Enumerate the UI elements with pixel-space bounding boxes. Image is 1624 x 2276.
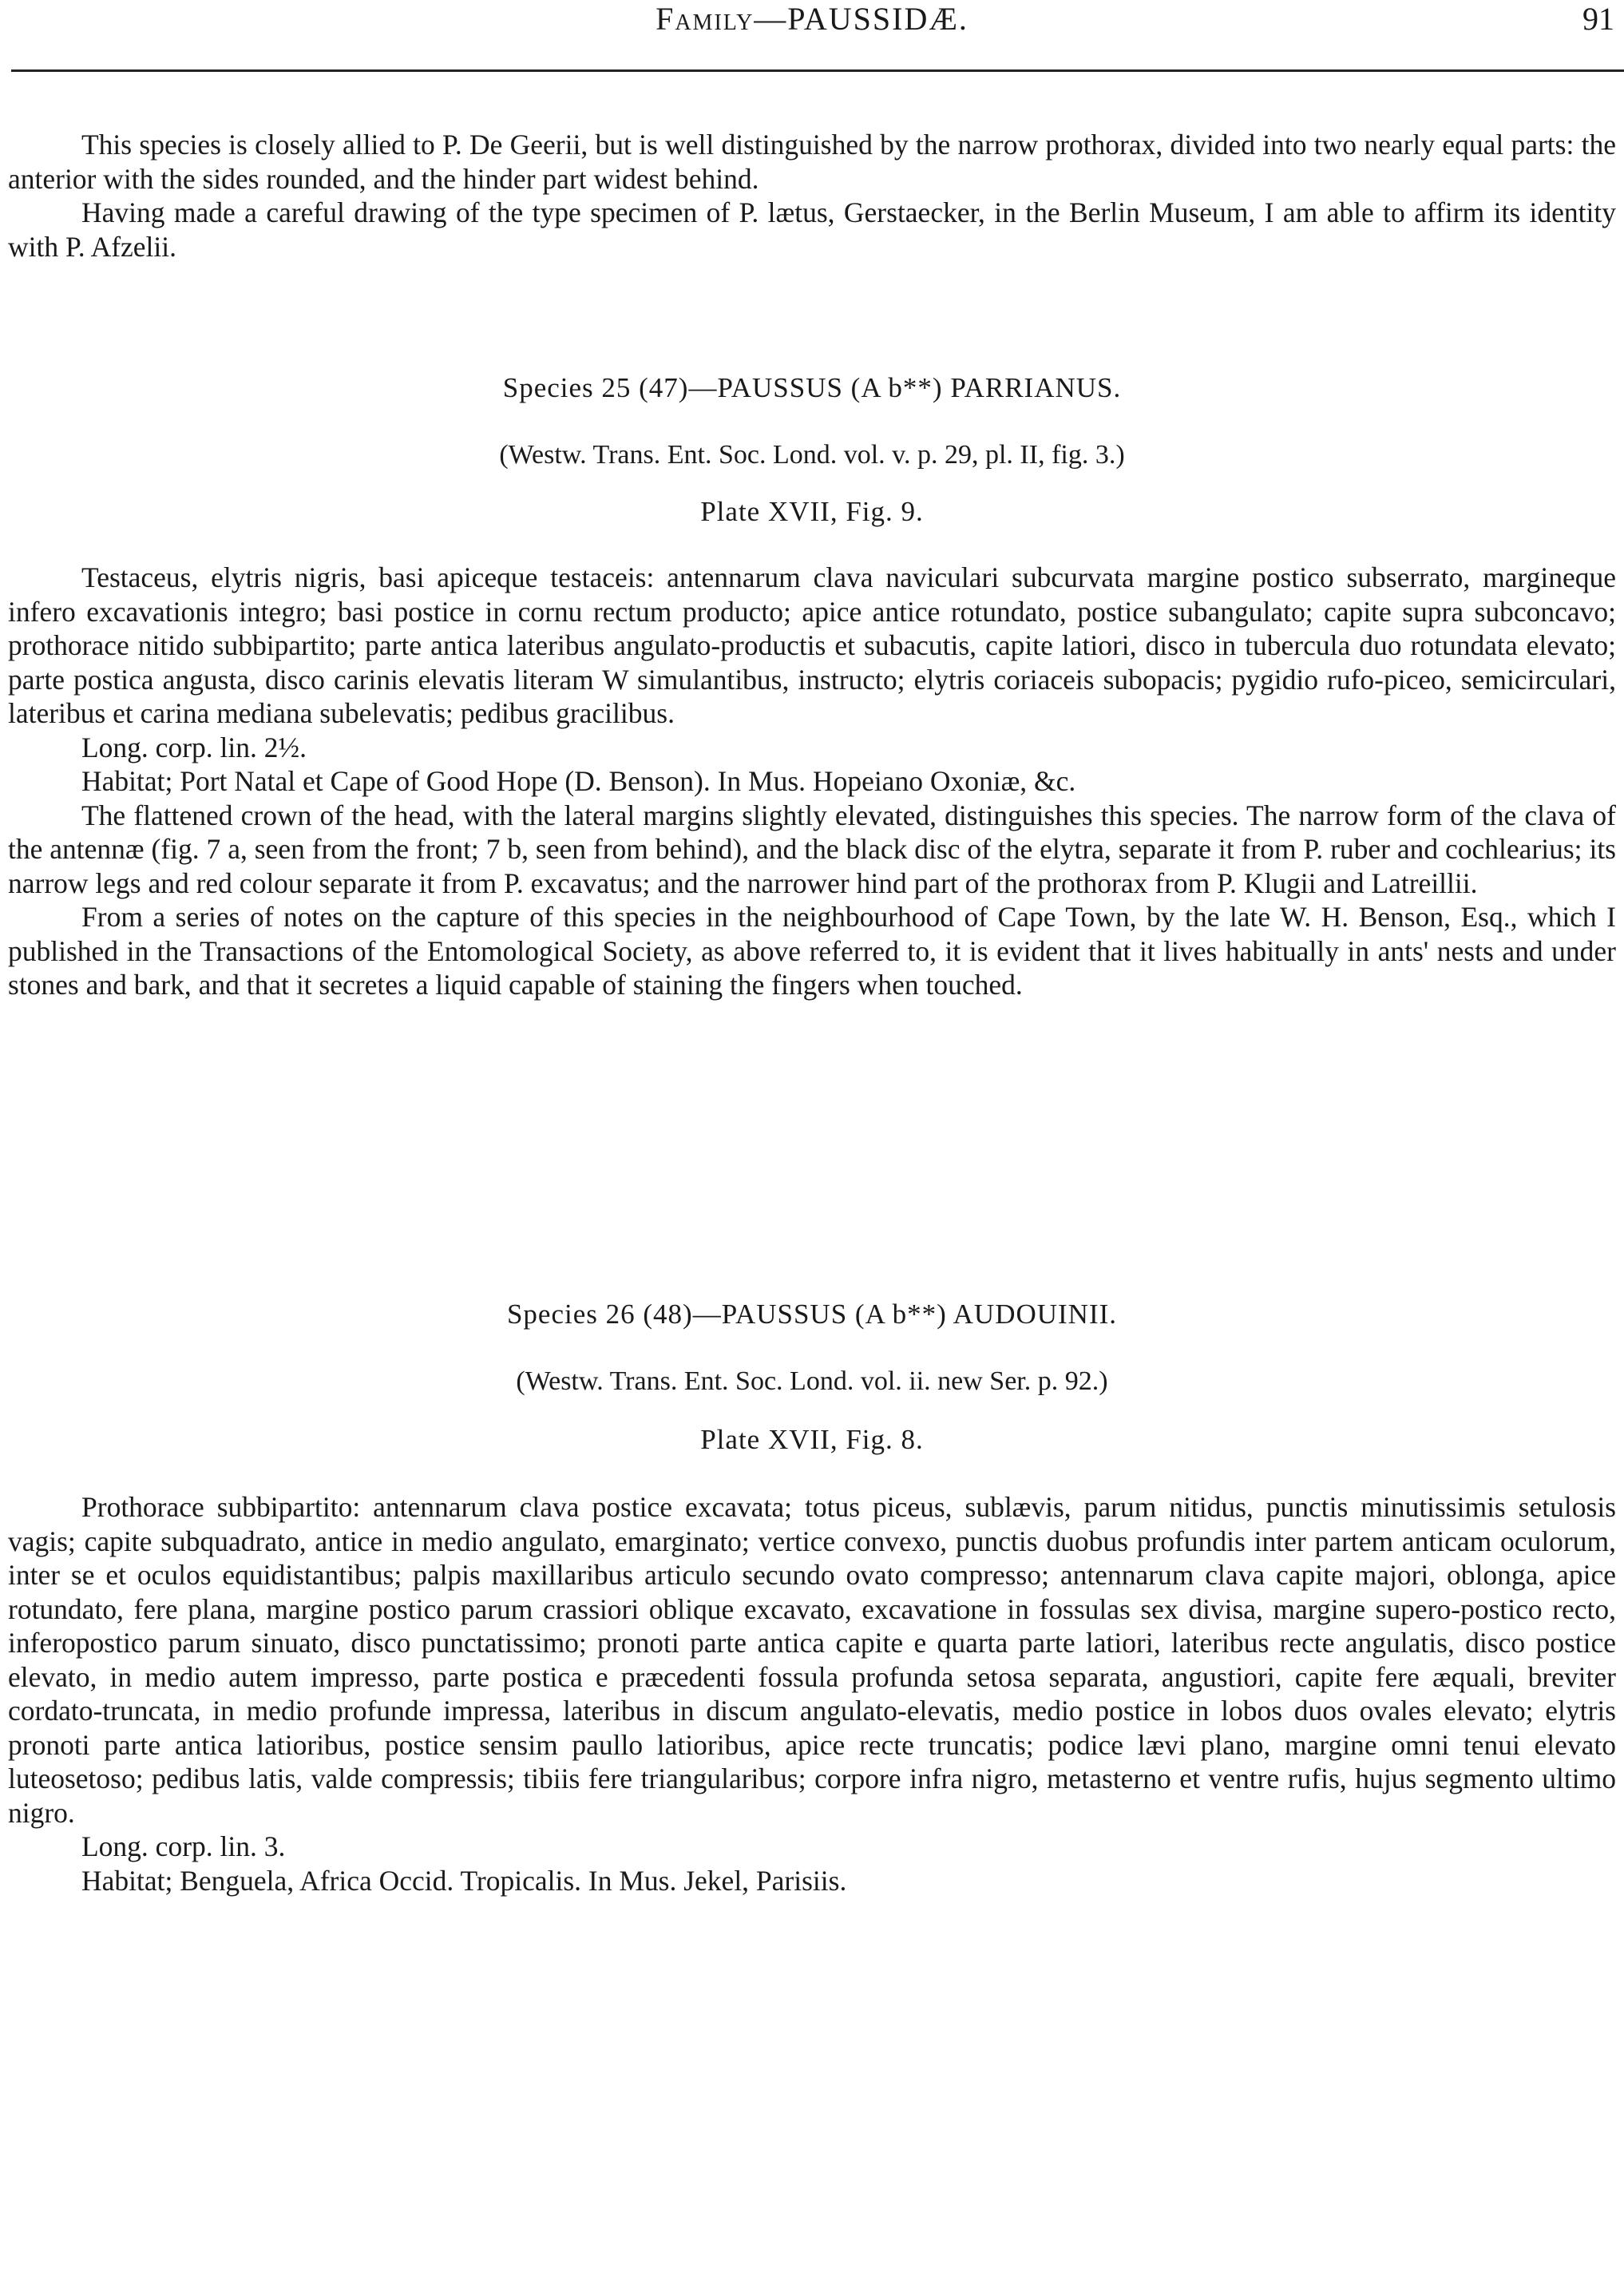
species-25-reference: (Westw. Trans. Ent. Soc. Lond. vol. v. p. 29, pl. II, fig. 3.) <box>499 440 1125 470</box>
species-25-note-2: From a series of notes on the capture of this species in the neighbourhood of Cape Town, by the late W. H. Benson, Esq., which I published in the Transactions of the Entomological Society, as above referred to, it is evident that it lives habitually in ants' nests and under stones and bark, and that it secretes a liquid capable of staining the fingers when touched. <box>8 901 1616 1001</box>
species-26-habitat: Habitat; Benguela, Africa Occid. Tropicalis. In Mus. Jekel, Parisiis. <box>81 1864 847 1897</box>
species-25-description: Testaceus, elytris nigris, basi apiceque testaceis: antennarum clava naviculari subcurvata margine postico subserrato, margineque infero excavationis integro; basi postice in cornu rectum producto; apice antice rotundato, postice subangulato; capite supra subconcavo; prothorace nitido subbipartito; parte antica lateribus angulato-productis et subacutis, capite latiori, disco in tubercula duo rotundata elevato; parte postica angusta, disco carinis elevatis literam W simulantibus, instructo; elytris coriaceis subopacis; pygidio rufo-piceo, semicirculari, lateribus et carina mediana subelevatis; pedibus gracilibus. <box>8 561 1616 729</box>
species-25-note-1: The flattened crown of the head, with the lateral margins slightly elevated, distinguishes this species. The narrow form of the clava of the antennæ (fig. 7 a, seen from the front; 7 b, seen from behind), and the black disc of the elytra, separate it from P. ruber and cochlearius; its narrow legs and red colour separate it from P. excavatus; and the narrower hind part of the prothorax from P. Klugii and Latreillii. <box>8 799 1616 899</box>
page-number: 91 <box>1582 1 1614 37</box>
header-rule <box>11 69 1624 72</box>
species-26-description: Prothorace subbipartito: antennarum clava postice excavata; totus piceus, sublævis, parum nitidus, punctis minutissimis setulosis vagis; capite subquadrato, antice in medio angulato, emarginato; vertice convexo, punctis duobus profundis inter partem anticam oculorum, inter se et oculos equidistantibus; palpis maxillaribus articulo secundo ovato compresso; antennarum clava capite majori, oblonga, apice rotundato, fere plana, margine postico parum crassiori oblique excavato, excavatione in fossulas sex divisa, margine supero-postico recto, inferopostico parum sinuato, disco punctatissimo; pronoti parte antica capite e quarta parte latiori, lateribus recte angulatis, disco postice elevato, in medio autem impresso, parte postica e præcedenti fossula profunda setosa separata, angustiori, capite fere æquali, breviter cordato-truncata, in medio profunde impressa, lateribus in discum angulato-elevatis, medio postice in lobos duos ovales elevato; elytris pronoti parte antica latioribus, postice sensim paullo latioribus, apice recte truncatis; podice lævi plano, margine omni tenui elevato luteosetoso; pedibus latis, valde compressis; tibiis fere triangularibus; corpore infra nigro, metasterno et ventre rufis, hujus segmento ultimo nigro. <box>8 1491 1616 1829</box>
intro-paragraph-1: This species is closely allied to P. De Geerii, but is well distinguished by the narrow prothorax, divided into two nearly equal parts: the anterior with the sides rounded, and the hinder part widest behind. <box>8 129 1616 195</box>
running-title: Family—PAUSSIDÆ. <box>656 1 968 37</box>
species-25-length: Long. corp. lin. 2½. <box>81 731 307 763</box>
species-26-plate: Plate XVII, Fig. 8. <box>700 1424 924 1455</box>
species-26-reference: (Westw. Trans. Ent. Soc. Lond. vol. ii. new Ser. p. 92.) <box>516 1366 1108 1396</box>
species-25-habitat: Habitat; Port Natal et Cape of Good Hope (D. Benson). In Mus. Hopeiano Oxoniæ, &c. <box>81 765 1076 797</box>
species-25-body <box>8 561 1616 1002</box>
intro-paragraph-2: Having made a careful drawing of the type specimen of P. lætus, Gerstaecker, in the Berlin Museum, I am able to affirm its identity with P. Afzelii. <box>8 196 1616 263</box>
running-head <box>0 0 1624 48</box>
species-26-body <box>8 1490 1616 1897</box>
species-26-length: Long. corp. lin. 3. <box>81 1830 286 1862</box>
intro-block <box>8 128 1616 264</box>
species-25-plate: Plate XVII, Fig. 9. <box>700 496 924 527</box>
species-25-heading: Species 25 (47)—PAUSSUS (A b**) PARRIANUS. <box>502 372 1122 403</box>
species-26-heading: Species 26 (48)—PAUSSUS (A b**) AUDOUINII. <box>506 1299 1118 1330</box>
